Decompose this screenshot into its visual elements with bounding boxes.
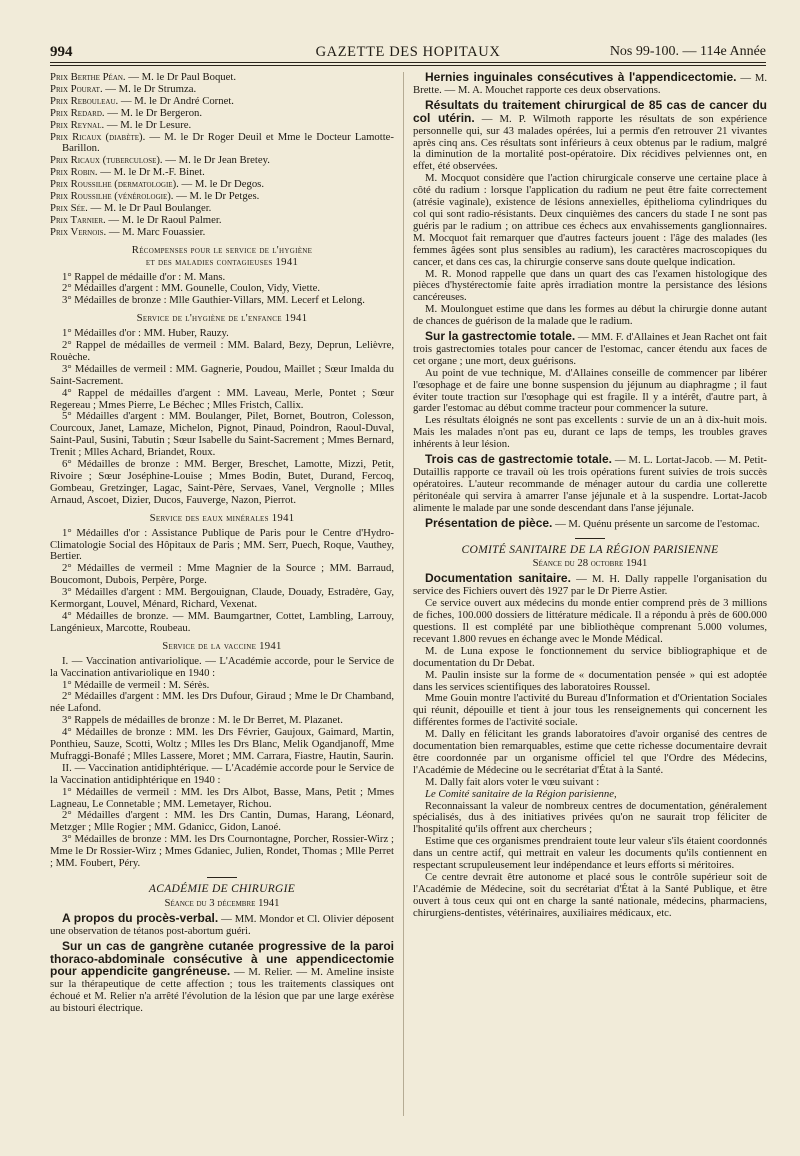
article-paragraph: Sur un cas de gangrène cutanée progressive de la paroi thoraco-abdominale consécutive à une appendicectomie pour appendicite gangréneuse. — M. Relier. — M. Ameline insiste sur la thérapeutique de cette affection ; tous les traitements classiques ont échoué et M. Relier n'a arrêté l'évolution de la lésion que par une large exérèse au bistouri électrique.: [50, 938, 394, 1015]
prize-entry: Prix Redard. — M. le Dr Bergeron.: [50, 106, 203, 119]
article-paragraph: Documentation sanitaire. — M. H. Dally rappelle l'organisation du service des Fichiers ouvert dès 1927 par le Dr Pierre Astier.: [413, 571, 767, 598]
left-column: [50, 72, 394, 1122]
award-item: 3° Médailles de bronze : Mlle Gauthier-Villars, MM. Lecerf et Lelong.: [62, 294, 365, 307]
award-item: 1° Médailles d'or : Assistance Publique de Paris pour le Centre d'Hydro-Climatologie Social des Hôpitaux de Paris ; MM. Serr, Puech, Roque, Vauthey, Bertier.: [50, 526, 394, 563]
prize-entry: Prix Ricaux (diabète). — M. le Dr Roger Deuil et Mme le Docteur Lamotte-Barillon.: [50, 130, 394, 155]
journal-title: GAZETTE DES HOPITAUX: [315, 44, 501, 60]
prize-entry: Prix Roussilhe (vénérologie). — M. le Dr Petges.: [50, 190, 260, 203]
header-rule-thin: [50, 65, 766, 66]
award-item: 6° Médailles de bronze : MM. Berger, Breschet, Lamotte, Mizzi, Petit, Rivoire ; Sœur Joséphine-Louise ; Mmes Bodin, Butet, Durand, Fercoq, Gombeau, Gretzinger, Lagac, Saint-Père, Servaes, Vanel, Vergnolle ; Mlles Arnaud, Ascoet, Dizier, Ducos, Fauverge, Nazon, Pierrot.: [50, 458, 394, 506]
article-paragraph: Trois cas de gastrectomie totale. — M. L. Lortat-Jacob. — M. Petit-Dutaillis rapporte ce travail où les trois opérations furent suivies de trois succès opératoires. L'auteur recommande de ménager autour du cardia une collerette péritonéale qui servira à amarrer l'anse jéjunale et à la suspendre. Lortat-Jacob alimente le malade par une sonde descendant dans l'anse jéjunale.: [413, 452, 767, 514]
right-column: [413, 72, 767, 1122]
session-date: Séance du 3 décembre 1941: [164, 896, 280, 909]
award-item: 5° Médailles d'argent : MM. Boulanger, Pilet, Bornet, Boutron, Colesson, Courcoux, Janet, Lamaze, Michelon, Pignot, Pinaud, Poindron, Raoul-Duval, Saint-Paul, Susini, Tabutin ; Sœur Isabelle du Saint-Sacrement ; Mmes Bernard, Trenit ; Mlles Achard, Briandet, Roux.: [50, 410, 394, 459]
award-item: 1° Rappel de médaille d'or : M. Mans.: [62, 270, 226, 283]
award-item: 2° Médailles d'argent : MM. les Drs Cantin, Dumas, Harang, Léonard, Metzger ; Mlle Rogier ; MM. Gdanicc, Gidon, Lanoé.: [50, 809, 394, 834]
article-paragraph: M. Paulin insiste sur la forme de « documentation pensée » qui est adoptée dans les services scientifiques des laboratoires Roussel.: [413, 668, 767, 693]
award-item: 1° Médaille de vermeil : M. Sérès.: [62, 678, 210, 691]
award-item: 3° Rappels de médailles de bronze : M. le Dr Berret, M. Plazanet.: [62, 714, 343, 727]
article-paragraph: Résultats du traitement chirurgical de 85 cas de cancer du col utérin. — M. P. Wilmoth rapporte les résultats de son expérience personnelle qui, sur 43 malades opérées, lui a permis d'en retrouver 21 vivantes après cinq ans. Ces résultats sont inférieurs à ceux obtenus par le radium, malgré la diminution de la mortalité post-opératoire. Dix récidives pelviennes ont, en effet, été observées.: [413, 97, 767, 173]
prize-entry: Prix Rebouleau. — M. le Dr André Cornet.: [50, 94, 234, 107]
article-paragraph: Reconnaissant la valeur de nombreux centres de documentation, généralement spécialisés, dus à des initiatives privées qu'on ne saurait trop féliciter de l'hospitalité qu'ils offrent aux chercheurs ;: [413, 799, 767, 836]
prize-entry: Prix Tarnier. — M. le Dr Raoul Palmer.: [50, 213, 222, 226]
header-rule: [50, 62, 766, 63]
page-number: 994: [50, 44, 73, 60]
prize-list: [50, 72, 394, 239]
comite-sanitaire-title: COMITÉ SANITAIRE DE LA RÉGION PARISIENNE: [461, 543, 719, 556]
article-paragraph: M. Mocquot considère que l'action chirurgicale conserve une certaine place à côté du radium : lorsque l'application du radium ne peut être faite correctement (atrésie vaginale), existence de lésions annexielles, épithelioma cylindriques du col qui sont radio-résistants. Deux cinquièmes des cancers du stade I ne sont pas guéris par le radium ; on attribue ces échecs aux envahissements ganglionnaires. M. Mocquot fait remarquer que d'autres facteurs jouent : l'âge des malades (les femmes âgées sont plus sensibles au radium), les caractères macroscopiques du cancer, et dans ces cas, la chirurgie conserve sans doute quelque indication.: [413, 172, 767, 268]
award-item: 2° Médailles d'argent : MM. les Drs Dufour, Giraud ; Mme le Dr Chamband, née Lafond.: [50, 690, 394, 715]
prize-entry: Prix Ricaux (tuberculose). — M. le Dr Jean Bretey.: [50, 154, 270, 167]
article-paragraph: A propos du procès-verbal. — MM. Mondor et Cl. Olivier déposent une observation de tétanos post-abortum guéri.: [50, 910, 394, 937]
prize-entry: Prix Robin. — M. le Dr M.-F. Binet.: [50, 166, 205, 179]
issue-info: Nos 99-100. — 114e Année: [609, 44, 766, 59]
section-heading-eaux: Service des eaux minérales 1941: [149, 511, 295, 524]
article-paragraph: Ce service ouvert aux médecins du monde entier comprend près de 3 millions de fiches, 100.000 dossiers de littérature médicale. Il a répondu à près de 600.000 questions. Il est complété par une bibliothèque comprenant 5.000 volumes, recevant 1.800 revues en échange avec le Monde Médical.: [413, 597, 767, 645]
award-item: 4° Rappel de médailles d'argent : MM. Laveau, Merle, Pontet ; Sœur Regereau ; Mmes Pierre, Le Béchec ; Mlles Fristch, Callix.: [50, 386, 394, 411]
award-item: 4° Médailles de bronze. — MM. Baumgartner, Cottet, Lambling, Larrouy, Langénieux, Marcotte, Roubeau.: [50, 609, 394, 634]
academie-chirurgie-title: ACADÉMIE DE CHIRURGIE: [148, 883, 296, 895]
article-paragraph: Ce centre devrait être autonome et placé sous le contrôle supérieur soit de l'Académie de Médecine, soit du secrétariat d'État à la Santé Publique, et être ouvert à tous ceux qui ont en charge la santé nationale, médecins, pharmaciens, chirurgiens-dentistes, vétérinaires, auxiliaires médicaux, etc.: [413, 871, 767, 919]
award-item: 4° Médailles de bronze : MM. les Drs Février, Gaujoux, Gaimard, Martin, Ponthieu, Sauze, Scotti, Woltz ; Mlles les Drs Blanc, Melik Ogandjanoff, Mme Mufraggi-Bonafé ; Mlles Lassere, Moret ; MM. Carrara, Fiastre, Hautin, Saurin.: [50, 726, 394, 762]
prize-entry: Prix Sée. — M. le Dr Paul Boulanger.: [50, 201, 212, 214]
prize-entry: Prix Pourat. — M. le Dr Strumza.: [50, 82, 197, 95]
prize-entry: Prix Reynal. — M. le Dr Lesure.: [50, 118, 192, 131]
award-item: 1° Médailles de vermeil : MM. les Drs Albot, Basse, Mans, Petit ; Mmes Lagneau, Le Connetable ; MM. Lemetayer, Richou.: [50, 785, 394, 810]
session-date: Séance du 28 octobre 1941: [532, 557, 648, 570]
article-paragraph: M. Dally fait alors voter le vœu suivant :: [425, 775, 600, 788]
article-paragraph: Au point de vue technique, M. d'Allaines conseille de commencer par libérer l'œsophage et de faire une bonne suspension du jéjunum au diaphragme ; il faut éviter toute traction sur l'œsophage qui est fragile. Il y a intérêt, d'autre part, à garder l'estomac au début comme tracteur pour commencer la suture.: [413, 366, 767, 415]
article-paragraph: Hernies inguinales consécutives à l'appendicectomie. — M. Brette. — M. A. Mouchet rapporte ces deux observations.: [413, 72, 767, 96]
running-header: [50, 30, 766, 60]
vaccine-intro: II. — Vaccination antidiphtérique. — L'Académie accorde pour le Service de la Vaccination antidiphtérique en 1940 :: [50, 761, 394, 786]
award-item: 2° Médailles d'argent : MM. Gounelle, Coulon, Vidy, Viette.: [62, 282, 321, 295]
vaccine-intro: I. — Vaccination antivariolique. — L'Académie accorde, pour le Service de la Vaccination antivariolique en 1940 :: [50, 654, 394, 679]
article-paragraph: Sur la gastrectomie totale. — MM. F. d'Allaines et Jean Rachet ont fait trois gastrectomies totales pour cancer de l'estomac, cancer étendu aux faces de cet organe ; une mort, deux guérisons.: [413, 329, 767, 367]
award-item: 2° Rappel de médailles de vermeil : MM. Balard, Bezy, Deprun, Lelièvre, Rouèche.: [50, 339, 394, 363]
award-item: 1° Médailles d'or : MM. Huber, Rauzy.: [62, 327, 229, 340]
article-paragraph: M. Dally en félicitant les grands laboratoires d'avoir organisé des centres de documentation bien remarquables, estime que cette richesse documentaire devrait être coordonnée par un organisme officiel tel que l'Ordre des Médecins, l'Académie de Médecine ou le secrétariat d'État à la Santé.: [413, 728, 767, 776]
section-heading-enfance: Service de l'hygiène de l'enfance 1941: [136, 312, 308, 325]
prize-entry: Prix Berthe Péan. — M. le Dr Paul Boquet.: [50, 72, 237, 83]
article-paragraph: Le Comité sanitaire de la Région parisienne,: [425, 787, 617, 800]
prize-entry: Prix Roussilhe (dermatologie). — M. le Dr Degos.: [50, 178, 264, 191]
award-item: 3° Médailles de vermeil : MM. Gagnerie, Poudou, Maillet ; Sœur Imalda du Saint-Sacrement.: [50, 362, 394, 387]
column-separator: [403, 72, 404, 1116]
section-heading-hygiene: Récompenses pour le service de l'hygiène et des maladies contagieuses 1941: [131, 243, 313, 268]
section-divider: [207, 877, 237, 878]
award-item: 2° Médailles de vermeil : Mme Magnier de la Source ; MM. Barraud, Boucomont, Dubois, Perpère, Porge.: [50, 562, 394, 587]
award-item: 3° Médailles de bronze : MM. les Drs Cournontagne, Porcher, Rossier-Wirz ; Mme le Dr Rossier-Wirz ; Mmes Gdaniec, Julien, Rondet, Thomas ; Mlle Perret ; MM. Foubert, Péry.: [50, 833, 394, 870]
article-paragraph: Mme Gouin montre l'activité du Bureau d'Information et d'Orientation Sociales qui réunit, dépouille et tient à jour tous les renseignements qui concernent les différentes formes de l'activité sociale.: [413, 692, 767, 729]
award-item: 3° Médailles d'argent : MM. Bergouignan, Claude, Douady, Estradère, Gay, Kermorgant, Louvel, Ménard, Richard, Vexenat.: [50, 586, 394, 611]
article-paragraph: M. de Luna expose le fonctionnement du service bibliographique et de documentation du Dr Debat.: [413, 644, 767, 669]
article-paragraph: M. R. Monod rappelle que dans un quart des cas l'examen histologique des pièces d'hystérectomie faite après irradiation montre la persistance des lésions cancéreuses.: [413, 267, 767, 304]
article-paragraph: Les résultats éloignés ne sont pas excellents : survie de un an à dix-huit mois. Mais les malades n'ont pas eu, durant ce laps de temps, les troubles graves inhérents à leur lésion.: [413, 414, 767, 451]
section-heading-vaccine: Service de la vaccine 1941: [162, 639, 282, 652]
prize-entry: Prix Vernois. — M. Marc Fouassier.: [50, 225, 206, 238]
article-paragraph: Présentation de pièce. — M. Quénu présente un sarcome de l'estomac.: [425, 515, 760, 530]
article-paragraph: Estime que ces organismes prendraient toute leur valeur s'ils étaient coordonnés dans un centre actif, qui mettrait en valeur les documents qu'ils contiennent en respectant scrupuleusement leur indépendance et leurs efforts si méritoires.: [413, 835, 767, 872]
article-paragraph: M. Moulonguet estime que dans les formes au début la chirurgie donne autant de chances de guérison de la malade que le radium.: [413, 303, 767, 328]
section-divider: [575, 538, 605, 539]
